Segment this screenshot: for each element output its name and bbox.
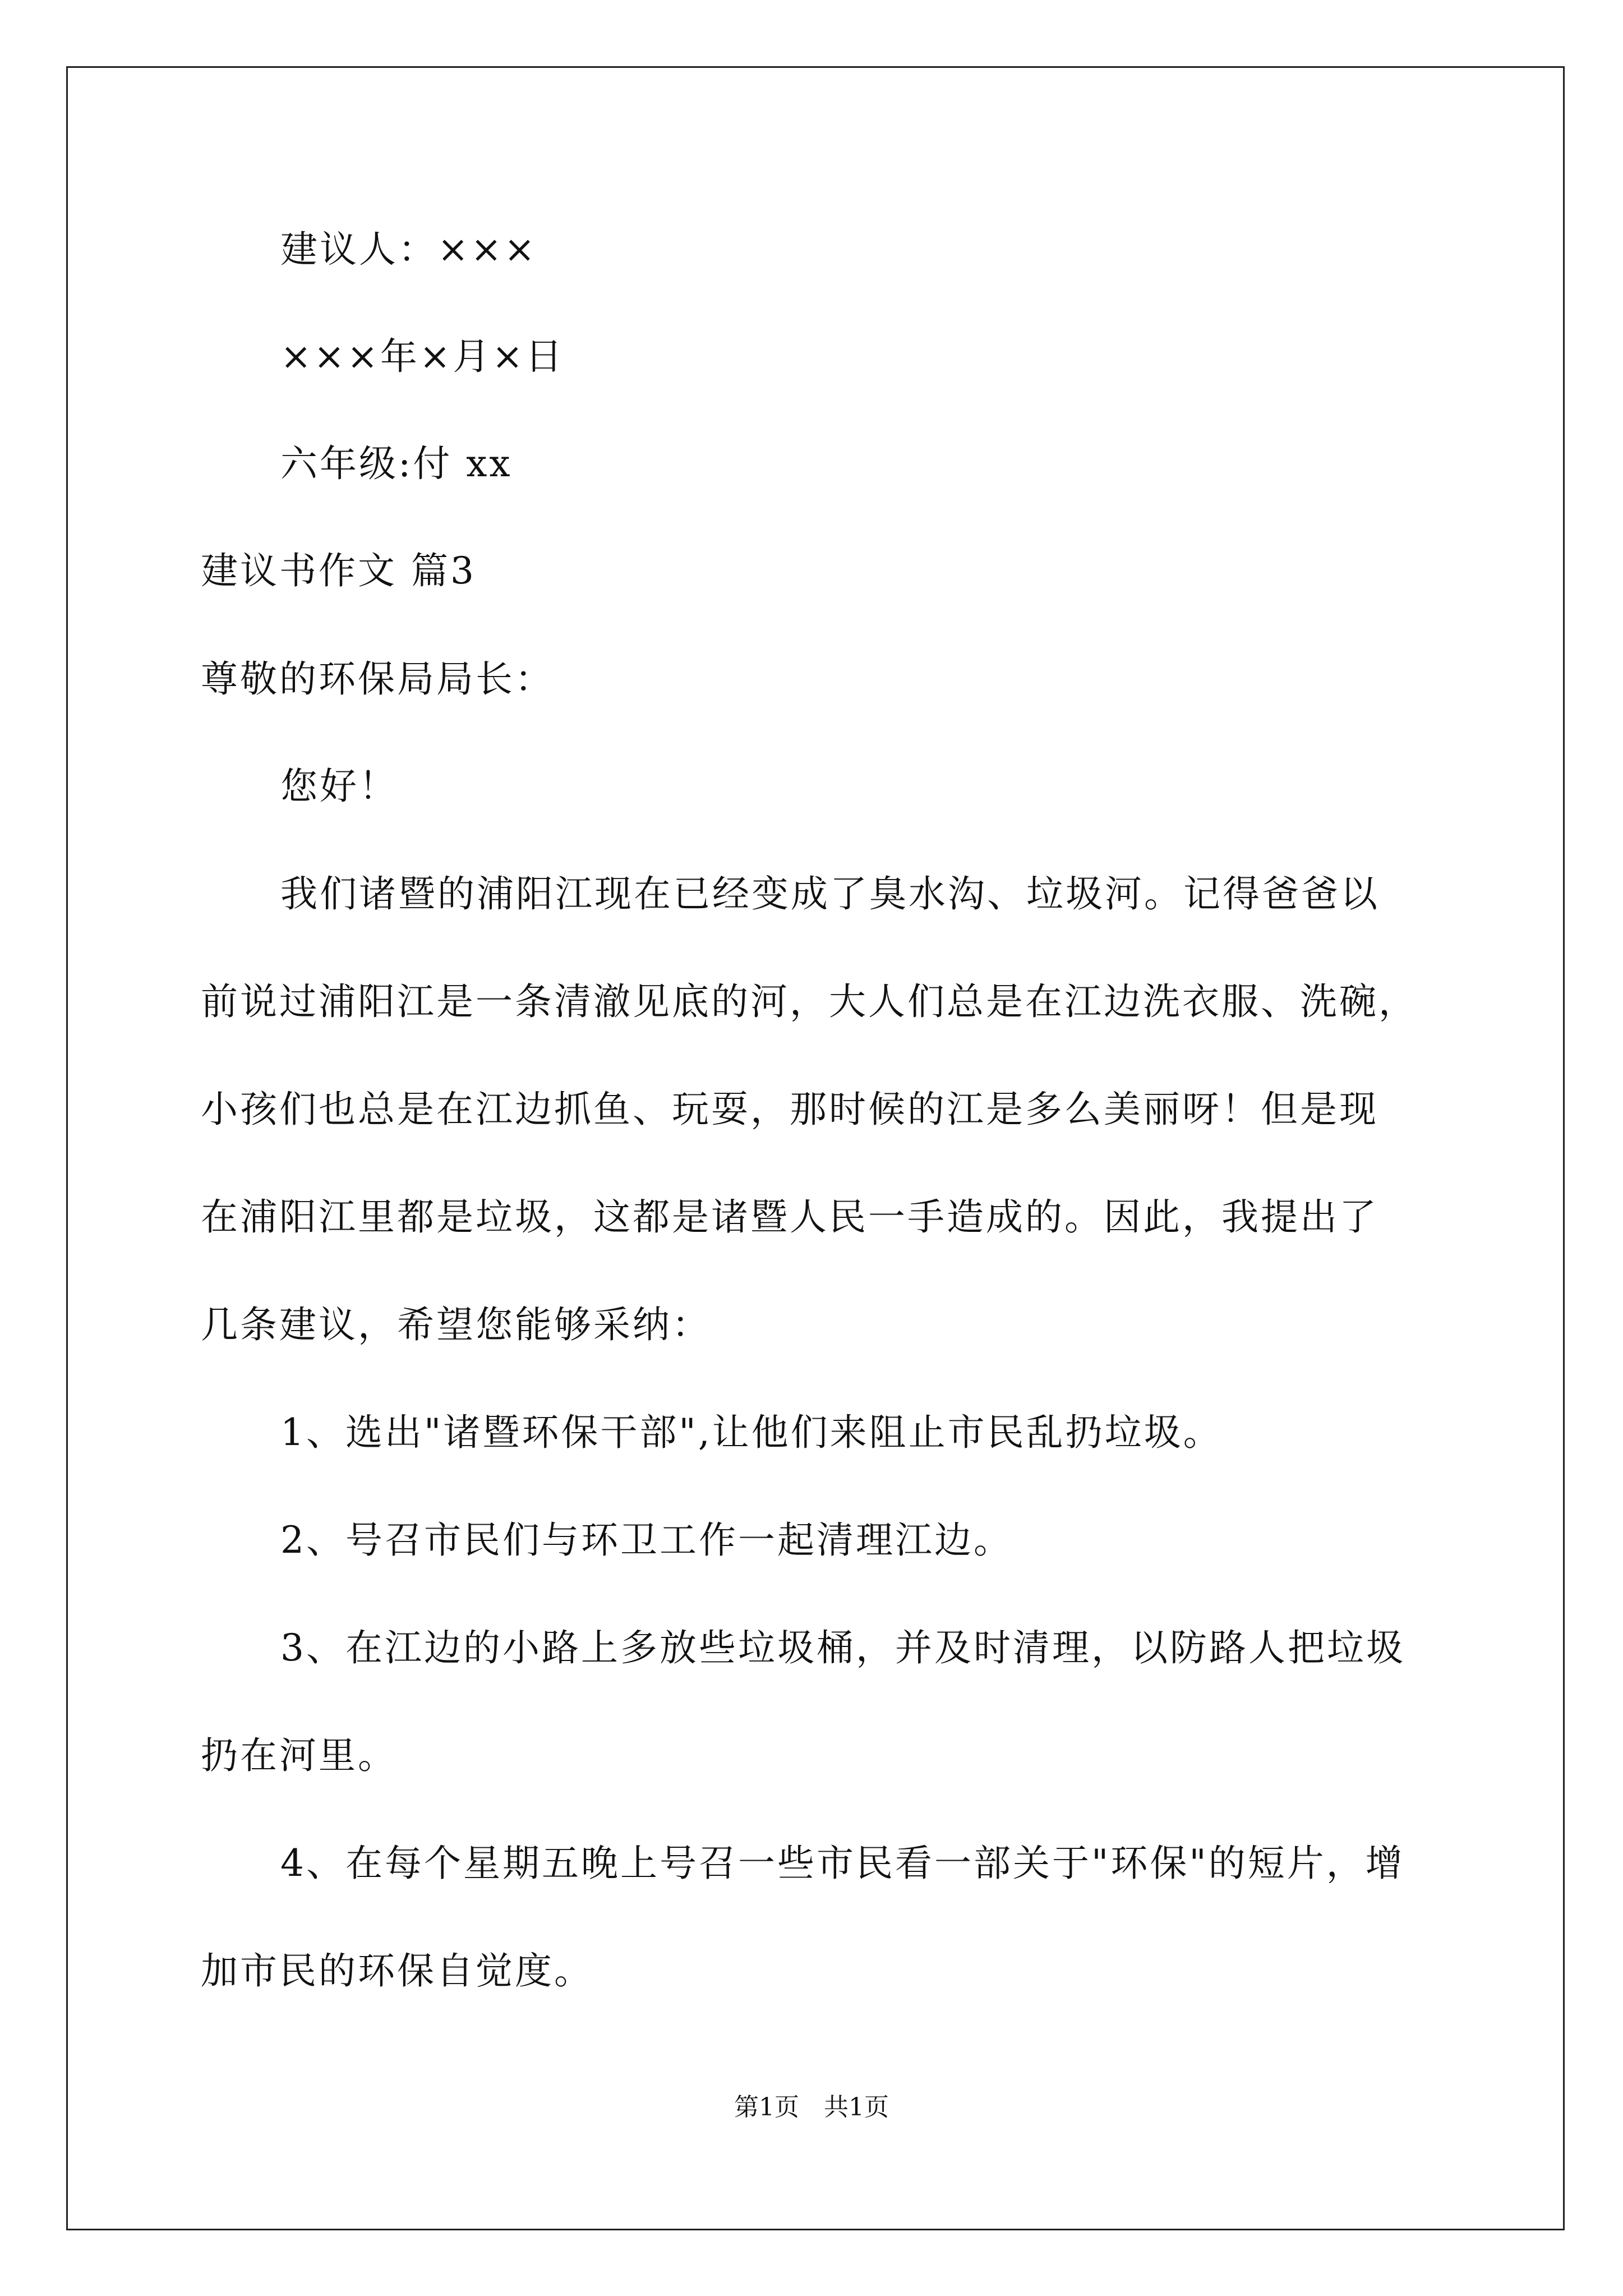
paragraph-line: 几条建议，希望您能够采纳： xyxy=(201,1303,711,1346)
page-number-footer: 第1页 共1页 xyxy=(734,2093,889,2122)
suggestion-item: 3、在江边的小路上多放些垃圾桶，并及时清理，以防路人把垃圾 xyxy=(280,1626,1405,1669)
section-heading: 建议书作文 篇3 xyxy=(201,549,476,592)
suggestion-item-continued: 扔在河里。 xyxy=(201,1734,397,1777)
paragraph-line: 在浦阳江里都是垃圾，这都是诸暨人民一手造成的。因此，我提出了 xyxy=(201,1195,1378,1239)
paragraph-line: 前说过浦阳江是一条清澈见底的河，大人们总是在江边洗衣服、洗碗， xyxy=(201,980,1418,1023)
salutation: 尊敬的环保局局长： xyxy=(201,657,554,701)
suggestion-item: 4、在每个星期五晚上号召一些市民看一部关于"环保"的短片，增 xyxy=(280,1842,1405,1885)
paragraph-line: 我们诸暨的浦阳江现在已经变成了臭水沟、垃圾河。记得爸爸以 xyxy=(280,872,1380,915)
suggestion-item: 1、选出"诸暨环保干部",让他们来阻止市民乱扔垃圾。 xyxy=(280,1411,1223,1454)
suggestion-item-continued: 加市民的环保自觉度。 xyxy=(201,1949,593,1993)
date-line: ×××年×月×日 xyxy=(280,335,565,378)
suggestion-item: 2、号召市民们与环卫工作一起清理江边。 xyxy=(280,1519,1013,1562)
proposer-line: 建议人：××× xyxy=(280,228,537,271)
author-line: 六年级:付 xx xyxy=(280,442,513,485)
greeting: 您好！ xyxy=(280,765,398,808)
page-border xyxy=(66,66,1565,2230)
paragraph-line: 小孩们也总是在江边抓鱼、玩耍，那时候的江是多么美丽呀！但是现 xyxy=(201,1088,1378,1131)
